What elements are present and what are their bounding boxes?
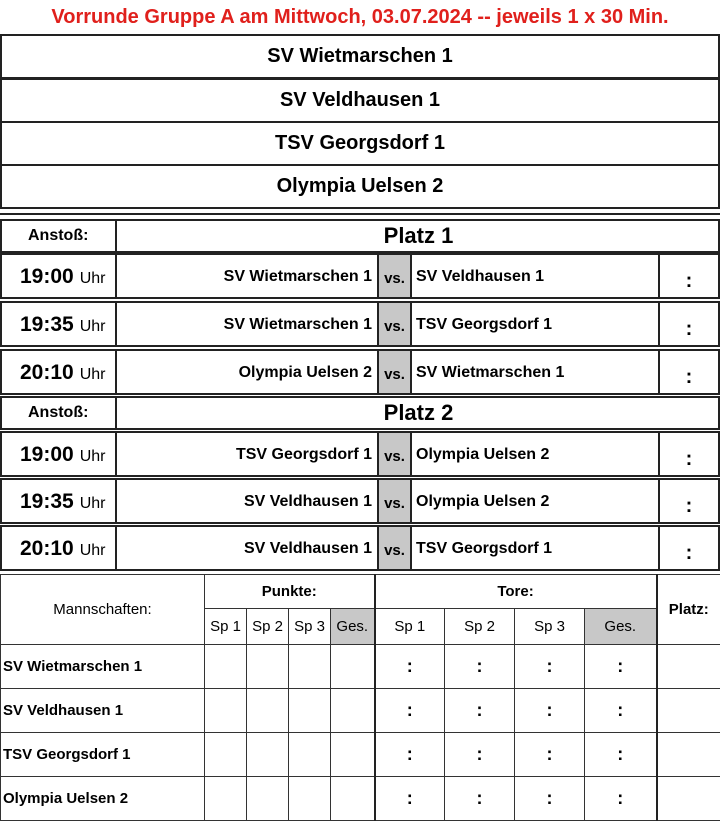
team-list-item: Olympia Uelsen 2 [0, 165, 720, 209]
points-cell [247, 645, 289, 689]
goals-cell: : [585, 645, 657, 689]
page-title: Vorrunde Gruppe A am Mittwoch, 03.07.2024 -- jeweils 1 x 30 Min. [0, 0, 720, 34]
result-field: : [658, 303, 718, 345]
points-cell [331, 645, 375, 689]
team-list-item: SV Wietmarschen 1 [0, 34, 720, 79]
place-cell [657, 777, 720, 821]
vs-label: vs. [377, 480, 412, 522]
goals-header: Tore: [375, 575, 657, 609]
points-cell [205, 777, 247, 821]
goals-cell: : [585, 689, 657, 733]
points-cell [247, 733, 289, 777]
match-time: 19:00 [20, 265, 74, 288]
time-unit: Uhr [80, 448, 106, 465]
goals-cell: : [515, 689, 585, 733]
table-row [1, 645, 720, 689]
result-field: : [658, 480, 718, 522]
goals-col-header: Sp 3 [515, 609, 585, 645]
vs-label: vs. [377, 255, 412, 297]
goals-cell: : [375, 645, 445, 689]
home-team: TSV Georgsdorf 1 [119, 433, 375, 475]
away-team: SV Veldhausen 1 [414, 255, 658, 297]
kickoff-label: Anstoß: [2, 398, 117, 428]
time-unit: Uhr [80, 542, 106, 559]
standings-table [0, 574, 720, 821]
points-cell [289, 777, 331, 821]
away-team: Olympia Uelsen 2 [414, 480, 658, 522]
points-cell [331, 689, 375, 733]
points-cell [247, 689, 289, 733]
platz2-header [0, 396, 720, 430]
result-field: : [658, 527, 718, 569]
away-team: TSV Georgsdorf 1 [414, 527, 658, 569]
standings-team: TSV Georgsdorf 1 [1, 733, 205, 777]
goals-cell: : [445, 689, 515, 733]
team-list-item: SV Veldhausen 1 [0, 79, 720, 123]
home-team: SV Veldhausen 1 [119, 527, 375, 569]
time-unit: Uhr [80, 270, 106, 287]
kickoff-label: Anstoß: [2, 221, 117, 251]
table-row [1, 777, 720, 821]
home-team: SV Veldhausen 1 [119, 480, 375, 522]
points-cell [247, 777, 289, 821]
away-team: Olympia Uelsen 2 [414, 433, 658, 475]
points-cell [289, 689, 331, 733]
vs-label: vs. [377, 527, 412, 569]
points-col-header: Sp 2 [247, 609, 289, 645]
points-cell [205, 689, 247, 733]
away-team: SV Wietmarschen 1 [414, 351, 658, 393]
match-time: 19:35 [20, 313, 74, 336]
place-cell [657, 645, 720, 689]
points-cell [289, 645, 331, 689]
goals-total-header: Ges. [585, 609, 657, 645]
match-row [0, 525, 720, 571]
match-row [0, 253, 720, 299]
team-list-item: TSV Georgsdorf 1 [0, 122, 720, 166]
vs-label: vs. [377, 433, 412, 475]
goals-cell: : [585, 777, 657, 821]
points-cell [331, 777, 375, 821]
home-team: SV Wietmarschen 1 [119, 255, 375, 297]
goals-col-header: Sp 2 [445, 609, 515, 645]
away-team: TSV Georgsdorf 1 [414, 303, 658, 345]
points-cell [205, 645, 247, 689]
points-cell [205, 733, 247, 777]
points-col-header: Sp 1 [205, 609, 247, 645]
match-time: 19:35 [20, 490, 74, 513]
result-field: : [658, 255, 718, 297]
match-row [0, 301, 720, 347]
goals-cell: : [445, 733, 515, 777]
match-time: 20:10 [20, 361, 74, 384]
time-unit: Uhr [80, 366, 106, 383]
points-total-header: Ges. [331, 609, 375, 645]
match-row [0, 478, 720, 524]
place-cell [657, 733, 720, 777]
platz2-title: Platz 2 [119, 398, 718, 428]
result-field: : [658, 433, 718, 475]
match-time: 19:00 [20, 443, 74, 466]
goals-cell: : [445, 645, 515, 689]
standings-team: Olympia Uelsen 2 [1, 777, 205, 821]
result-field: : [658, 351, 718, 393]
vs-label: vs. [377, 351, 412, 393]
vs-label: vs. [377, 303, 412, 345]
standings-team: SV Veldhausen 1 [1, 689, 205, 733]
goals-cell: : [375, 777, 445, 821]
goals-cell: : [515, 645, 585, 689]
time-unit: Uhr [80, 495, 106, 512]
divider [0, 213, 720, 215]
points-header: Punkte: [205, 575, 375, 609]
match-time: 20:10 [20, 537, 74, 560]
time-unit: Uhr [80, 318, 106, 335]
goals-cell: : [515, 777, 585, 821]
points-cell [289, 733, 331, 777]
match-row [0, 349, 720, 395]
points-cell [331, 733, 375, 777]
goals-cell: : [375, 733, 445, 777]
goals-col-header: Sp 1 [375, 609, 445, 645]
goals-cell: : [445, 777, 515, 821]
goals-cell: : [585, 733, 657, 777]
platz1-title: Platz 1 [119, 221, 718, 251]
table-row [1, 733, 720, 777]
home-team: Olympia Uelsen 2 [119, 351, 375, 393]
place-cell [657, 689, 720, 733]
points-col-header: Sp 3 [289, 609, 331, 645]
match-row [0, 431, 720, 477]
table-row [1, 689, 720, 733]
platz1-header [0, 219, 720, 253]
goals-cell: : [515, 733, 585, 777]
standings-team: SV Wietmarschen 1 [1, 645, 205, 689]
place-header: Platz: [657, 575, 720, 645]
home-team: SV Wietmarschen 1 [119, 303, 375, 345]
teams-header: Mannschaften: [1, 575, 205, 645]
goals-cell: : [375, 689, 445, 733]
